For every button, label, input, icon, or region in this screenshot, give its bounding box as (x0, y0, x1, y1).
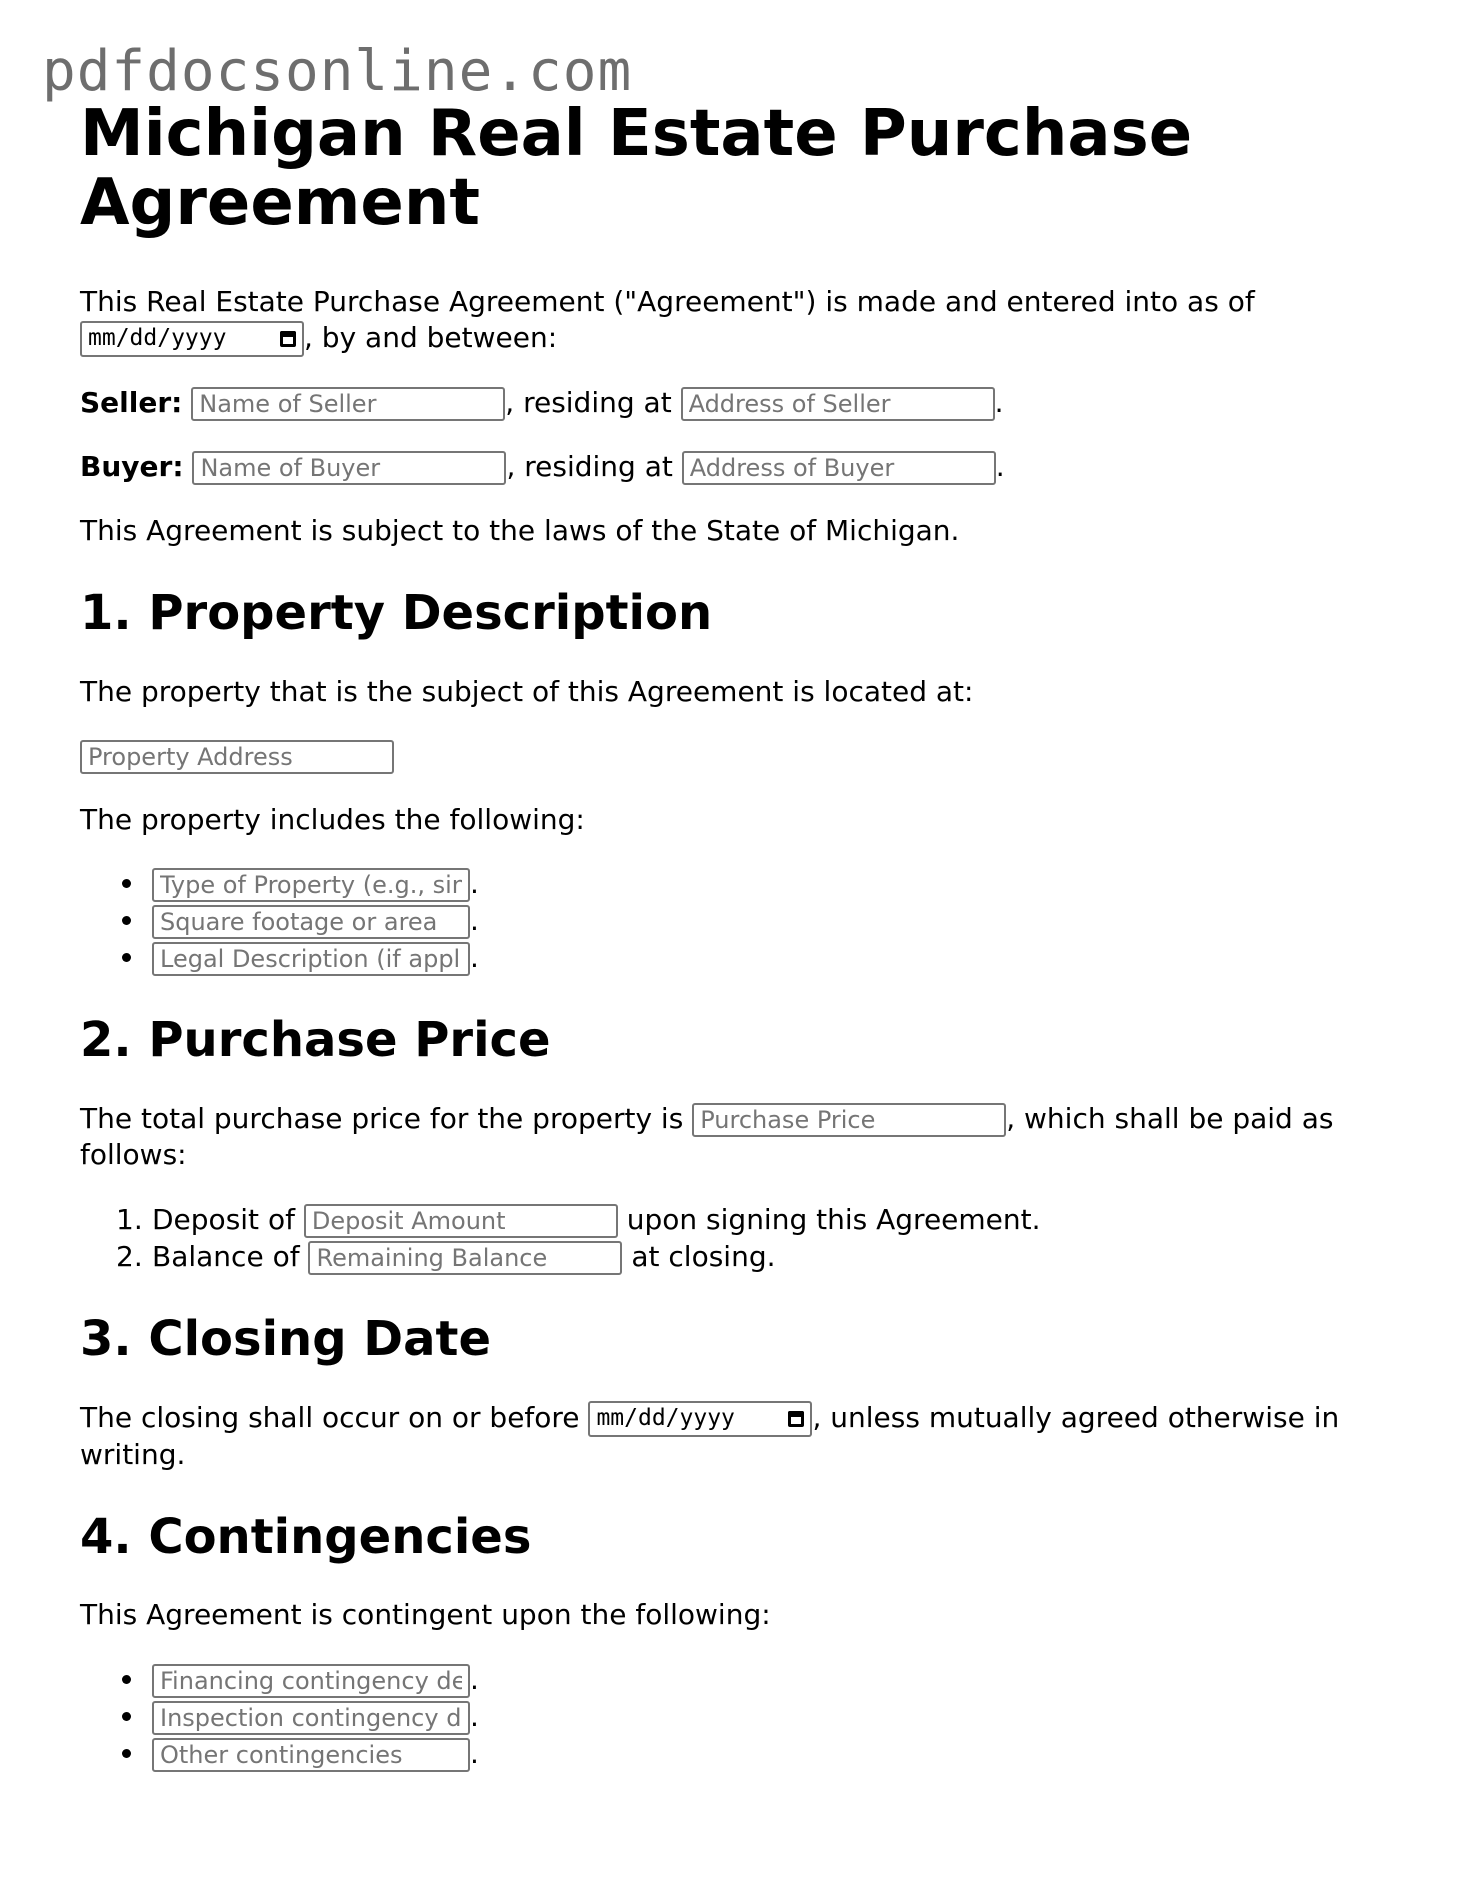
purchase-price-paragraph (80, 1101, 1400, 1173)
section-purchase-price-heading: 2. Purchase Price (80, 1012, 551, 1069)
purchase-price-after-text: , which shall be paid as follows: (80, 1102, 1334, 1172)
payment-number: 2. (116, 1239, 143, 1273)
seller-line (80, 385, 1400, 421)
contingencies-list (80, 1661, 1400, 1772)
buyer-line (80, 449, 1400, 485)
buyer-name-input[interactable] (192, 451, 506, 485)
section-closing-date-heading: 3. Closing Date (80, 1310, 491, 1367)
purchase-price-input[interactable] (692, 1103, 1006, 1137)
list-item-end: . (470, 1737, 479, 1771)
square-footage-input[interactable] (152, 905, 470, 939)
payment-number: 1. (116, 1202, 143, 1236)
page-title: Michigan Real Estate Purchase Agreement (80, 97, 1193, 241)
property-address-line (80, 738, 1400, 774)
legal-description-input[interactable] (152, 942, 470, 976)
list-item-end: . (470, 904, 479, 938)
purchase-price-text: The total purchase price for the property is (80, 1102, 684, 1136)
payment-after-text: at closing. (631, 1239, 776, 1273)
list-item-end: . (470, 941, 479, 975)
list-item-end: . (470, 1700, 479, 1734)
calendar-icon[interactable] (788, 1411, 804, 1427)
buyer-label: Buyer: (80, 450, 184, 484)
closing-date-paragraph (80, 1400, 1400, 1473)
calendar-icon[interactable] (280, 331, 296, 347)
property-includes-text: The property includes the following: (80, 802, 585, 836)
section-contingencies-heading: 4. Contingencies (80, 1508, 532, 1565)
list-item (152, 865, 1400, 902)
other-contingencies-input[interactable] (152, 1738, 470, 1772)
section-property-heading: 1. Property Description (80, 584, 713, 641)
agreement-date-placeholder: mm/dd/yyyy (88, 325, 227, 352)
closing-date-after-text: , unless mutually agreed otherwise in writing. (80, 1400, 1340, 1471)
watermark-text: pdfdocsonline.com (42, 39, 633, 104)
list-item (152, 1661, 1400, 1698)
property-address-input[interactable] (80, 740, 394, 774)
contingencies-intro-text: This Agreement is contingent upon the following: (80, 1598, 771, 1632)
list-item (152, 1698, 1400, 1735)
list-item (152, 939, 1400, 976)
payment-label: Deposit of (152, 1202, 295, 1236)
inspection-contingency-input[interactable] (152, 1701, 470, 1735)
list-item (152, 902, 1400, 939)
seller-line-end: . (994, 386, 1004, 420)
intro-after-text: , by and between: (304, 321, 558, 355)
remaining-balance-input[interactable] (308, 1241, 622, 1275)
closing-date-text: The closing shall occur on or before (80, 1400, 580, 1434)
deposit-amount-input[interactable] (304, 1204, 618, 1238)
payment-label: Balance of (152, 1239, 300, 1273)
property-type-input[interactable] (152, 868, 470, 902)
buyer-line-end: . (995, 450, 1005, 484)
governing-law-text: This Agreement is subject to the laws of the State of Michigan. (80, 514, 960, 548)
property-items-list (80, 865, 1400, 976)
seller-label: Seller: (80, 386, 183, 420)
agreement-date-input[interactable] (80, 321, 304, 357)
property-location-text: The property that is the subject of this Agreement is located at: (80, 674, 974, 708)
list-item-end: . (470, 867, 479, 901)
buyer-residing-text: , residing at (506, 450, 673, 484)
list-item-end: . (470, 1663, 479, 1697)
financing-contingency-input[interactable] (152, 1664, 470, 1698)
seller-address-input[interactable] (681, 387, 995, 421)
seller-residing-text: , residing at (505, 386, 672, 420)
closing-date-placeholder: mm/dd/yyyy (596, 1405, 735, 1432)
closing-date-input[interactable] (588, 1401, 812, 1437)
payment-list (80, 1201, 1400, 1275)
list-item (152, 1735, 1400, 1772)
intro-text: This Real Estate Purchase Agreement ("Agreement") is made and entered into as of (80, 285, 1255, 319)
agreement-document (80, 97, 1400, 1800)
list-item (116, 1238, 1400, 1275)
buyer-address-input[interactable] (682, 451, 996, 485)
list-item (116, 1201, 1400, 1238)
seller-name-input[interactable] (191, 387, 505, 421)
intro-paragraph (80, 284, 1400, 357)
payment-after-text: upon signing this Agreement. (626, 1202, 1041, 1236)
